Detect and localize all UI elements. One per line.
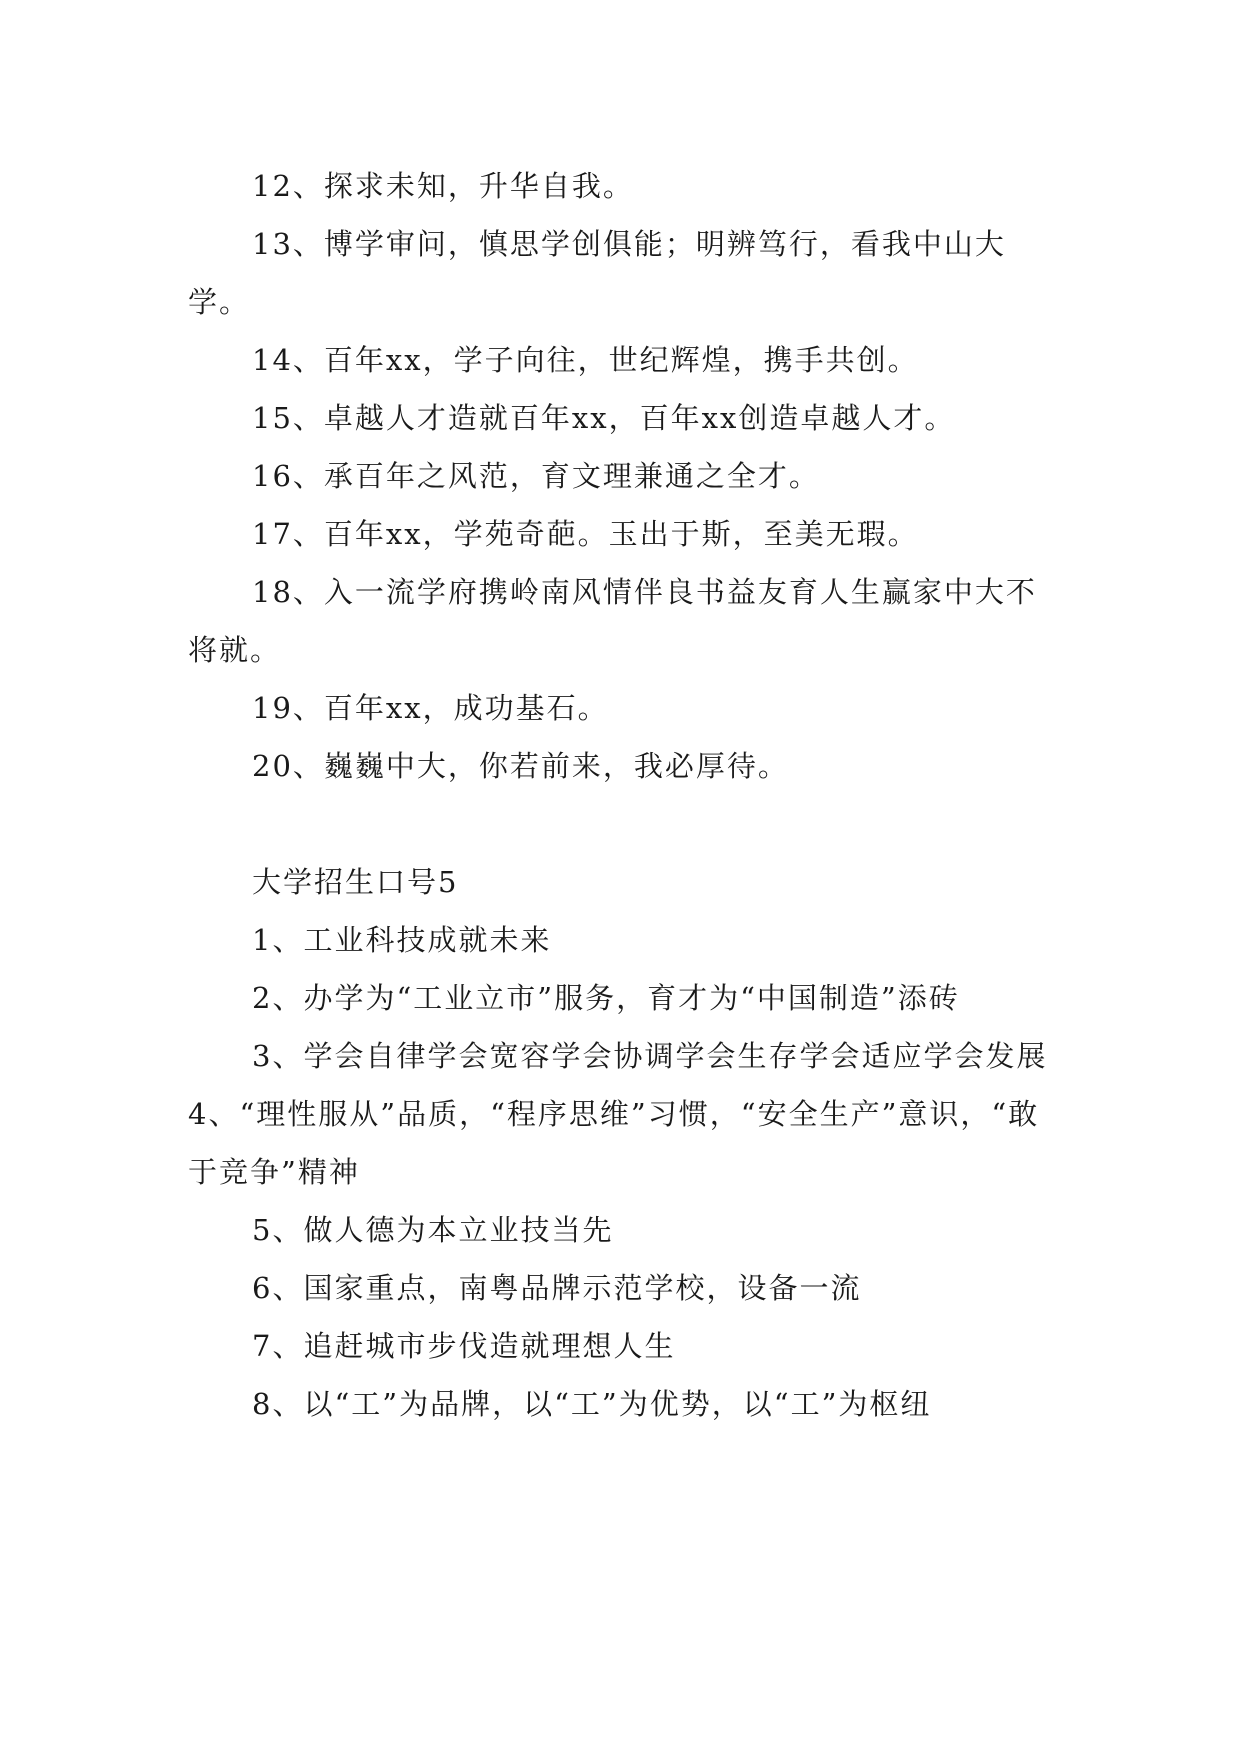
slogan-item: 12、探求未知，升华自我。: [252, 169, 634, 203]
slogan-item: 16、承百年之风范，育文理兼通之全才。: [252, 459, 820, 493]
slogan-item: 2、办学为“工业立市”服务，育才为“中国制造”添砖: [252, 981, 960, 1015]
slogan-item: 17、百年xx，学苑奇葩。玉出于斯，至美无瑕。: [252, 517, 919, 551]
slogan-item: 18、入一流学府携岭南风情伴良书益友育人生赢家中大不将就。: [188, 575, 1037, 667]
slogan-item: 1、工业科技成就未来: [252, 923, 552, 957]
slogan-item: 7、追赶城市步伐造就理想人生: [252, 1329, 676, 1363]
slogan-item: 19、百年xx，成功基石。: [252, 691, 609, 725]
slogan-item: 5、做人德为本立业技当先: [252, 1213, 614, 1247]
section-heading: 大学招生口号5: [252, 865, 459, 899]
slogan-item: 8、以“工”为品牌，以“工”为优势，以“工”为枢纽: [252, 1387, 932, 1421]
slogan-item: 13、博学审问，慎思学创俱能；明辨笃行，看我中山大学。: [188, 227, 1006, 319]
slogan-item: 14、百年xx，学子向往，世纪辉煌，携手共创。: [252, 343, 919, 377]
slogan-item: 15、卓越人才造就百年xx，百年xx创造卓越人才。: [252, 401, 956, 435]
section-spacer: [188, 795, 1048, 853]
slogan-item: 6、国家重点，南粤品牌示范学校，设备一流: [252, 1271, 862, 1305]
document-body: [188, 157, 1048, 1433]
slogan-item: 20、巍巍中大，你若前来，我必厚待。: [252, 749, 789, 783]
slogan-item: 3、学会自律学会宽容学会协调学会生存学会适应学会发展4、“理性服从”品质，“程序思维”习惯，“安全生产”意识，“敢于竞争”精神: [188, 1039, 1048, 1189]
